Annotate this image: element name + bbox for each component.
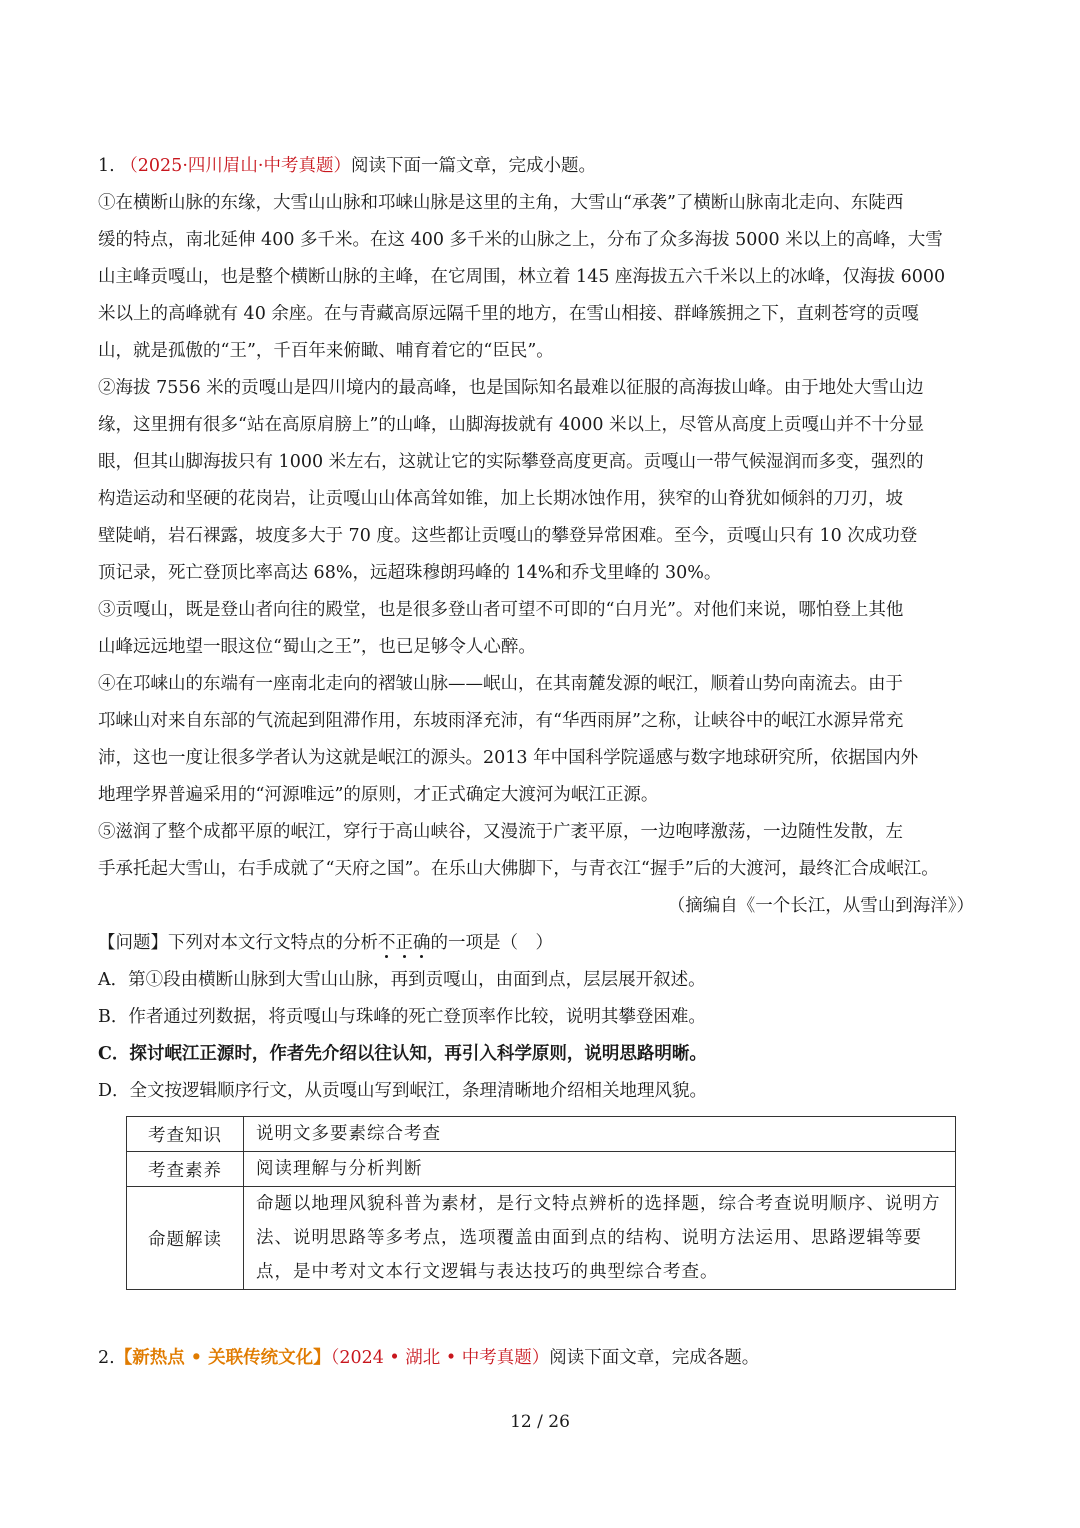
emphasis-char: 正 (395, 933, 413, 953)
article-line: ④在邛崃山的东端有一座南北走向的褶皱山脉——岷山，在其南麓发源的岷江，顺着山势向南流去。由于 (98, 674, 903, 694)
table-key: 考查知识 (127, 1117, 244, 1152)
article-line: 顶记录，死亡登顶比率高达 68%，远超珠穆朗玛峰的 14%和乔戈里峰的 30%。 (98, 563, 722, 583)
article-line: 山主峰贡嘎山，也是整个横断山脉的主峰，在它周围，林立着 145 座海拔五六千米以上的冰峰，仅海拔 6000 (98, 267, 946, 287)
table-key: 命题解读 (127, 1187, 244, 1290)
q2-source: 2024 • 湖北 • 中考真题 (339, 1348, 532, 1368)
q1-source-close: ） (333, 156, 351, 176)
article-line: ⑤滋润了整个成都平原的岷江，穿行于高山峡谷，又漫流于广袤平原，一边咆哮激荡，一边随性发散，左 (98, 822, 903, 842)
q1-instruction: 阅读下面一篇文章，完成小题。 (350, 156, 596, 176)
option-a: A．第①段由横断山脉到大雪山山脉，再到贡嘎山，由面到点，层层展开叙述。 (98, 970, 706, 990)
article-line: 构造运动和坚硬的花岗岩，让贡嘎山山体高耸如锥，加上长期冰蚀作用，狭窄的山脊犹如倾斜的刀刃，坡 (98, 489, 903, 509)
options-list (98, 962, 982, 1110)
article-line: ③贡嘎山，既是登山者向往的殿堂，也是很多登山者可望不可即的“白月光”。对他们来说，哪怕登上其他 (98, 600, 904, 620)
q2-tag: 【新热点 • 关联传统文化】 (114, 1348, 331, 1368)
article-line: ①在横断山脉的东缘，大雪山山脉和邛崃山脉是这里的主角，大雪山“承袭”了横断山脉南北走向、东陡西 (98, 193, 904, 213)
q1-header (98, 148, 982, 185)
page-number: 12 / 26 (510, 1412, 570, 1432)
q1-source-open: （ (120, 156, 138, 176)
option-c-answer: C．探讨岷江正源时，作者先介绍以往认知，再引入科学原则，说明思路明晰。 (98, 1044, 707, 1064)
q1-number: 1. (98, 156, 115, 176)
article-line: 米以上的高峰就有 40 余座。在与青藏高原远隔千里的地方，在雪山相接、群峰簇拥之下，直刺苍穹的贡嘎 (98, 304, 919, 324)
question-suffix: 的一项是（ ） (430, 933, 553, 953)
table-value: 命题以地理风貌科普为素材，是行文特点辨析的选择题，综合考查说明顺序、说明方法、说明思路等多考点，选项覆盖由面到点的结构、说明方法运用、思路逻辑等要点，是中考对文本行文逻辑与表达技巧的典型综合考查。 (244, 1187, 956, 1290)
q1-source: 2025·四川眉山·中考真题 (137, 156, 334, 176)
q2-source-open: （ (330, 1348, 340, 1368)
article-line: 山，就是孤傲的“王”，千百年来俯瞰、哺育着它的“臣民”。 (98, 341, 554, 361)
article-line: ②海拔 7556 米的贡嘎山是四川境内的最高峰，也是国际知名最难以征服的高海拔山峰。由于地处大雪山边 (98, 378, 924, 398)
table-key: 考查素养 (127, 1152, 244, 1187)
q2-instruction: 阅读下面文章，完成各题。 (549, 1348, 760, 1368)
article-line: 山峰远远地望一眼这位“蜀山之王”，也已足够令人心醉。 (98, 637, 536, 657)
q2-header (98, 1340, 982, 1377)
article-line: 沛，这也一度让很多学者认为这就是岷江的源头。2013 年中国科学院遥感与数字地球研究所，依据国内外 (98, 748, 919, 768)
table-value: 说明文多要素综合考查 (244, 1117, 956, 1152)
q2-source-close: ） (531, 1348, 550, 1368)
info-table (126, 1116, 956, 1290)
citation: （摘编自《一个长江，从雪山到海洋》） (667, 896, 974, 916)
emphasis-char: 确 (413, 933, 431, 953)
table-value: 阅读理解与分析判断 (244, 1152, 956, 1187)
option-b: B．作者通过列数据，将贡嘎山与珠峰的死亡登顶率作比较，说明其攀登困难。 (98, 1007, 706, 1027)
option-d: D．全文按逻辑顺序行文，从贡嘎山写到岷江，条理清晰地介绍相关地理风貌。 (98, 1081, 708, 1101)
q2-number: 2. (98, 1348, 115, 1368)
question-prefix: 【问题】下列对本文行文特点的分析 (98, 933, 378, 953)
article-line: 缘，这里拥有很多“站在高原肩膀上”的山峰，山脚海拔就有 4000 米以上，尽管从高度上贡嘎山并不十分显 (98, 415, 925, 435)
article (98, 185, 982, 888)
article-line: 地理学界普遍采用的“河源唯远”的原则，才正式确定大渡河为岷江正源。 (98, 785, 659, 805)
article-line: 缓的特点，南北延伸 400 多千米。在这 400 多千米的山脉之上，分布了众多海拔 5000 米以上的高峰，大雪 (98, 230, 943, 250)
table-row (127, 1187, 956, 1290)
article-line: 邛崃山对来自东部的气流起到阻滞作用，东坡雨泽充沛，有“华西雨屏”之称，让峡谷中的岷江水源异常充 (98, 711, 904, 731)
article-line: 壁陡峭，岩石裸露，坡度多大于 70 度。这些都让贡嘎山的攀登异常困难。至今，贡嘎山只有 10 次成功登 (98, 526, 918, 546)
table-row (127, 1152, 956, 1187)
article-line: 手承托起大雪山，右手成就了“天府之国”。在乐山大佛脚下，与青衣江“握手”后的大渡河，最终汇合成岷江。 (98, 859, 939, 879)
article-line: 眼，但其山脚海拔只有 1000 米左右，这就让它的实际攀登高度更高。贡嘎山一带气候湿润而多变，强烈的 (98, 452, 924, 472)
content-area (98, 148, 982, 1377)
emphasis-char: 不 (378, 933, 396, 953)
question-stem (98, 925, 982, 962)
table-row (127, 1117, 956, 1152)
